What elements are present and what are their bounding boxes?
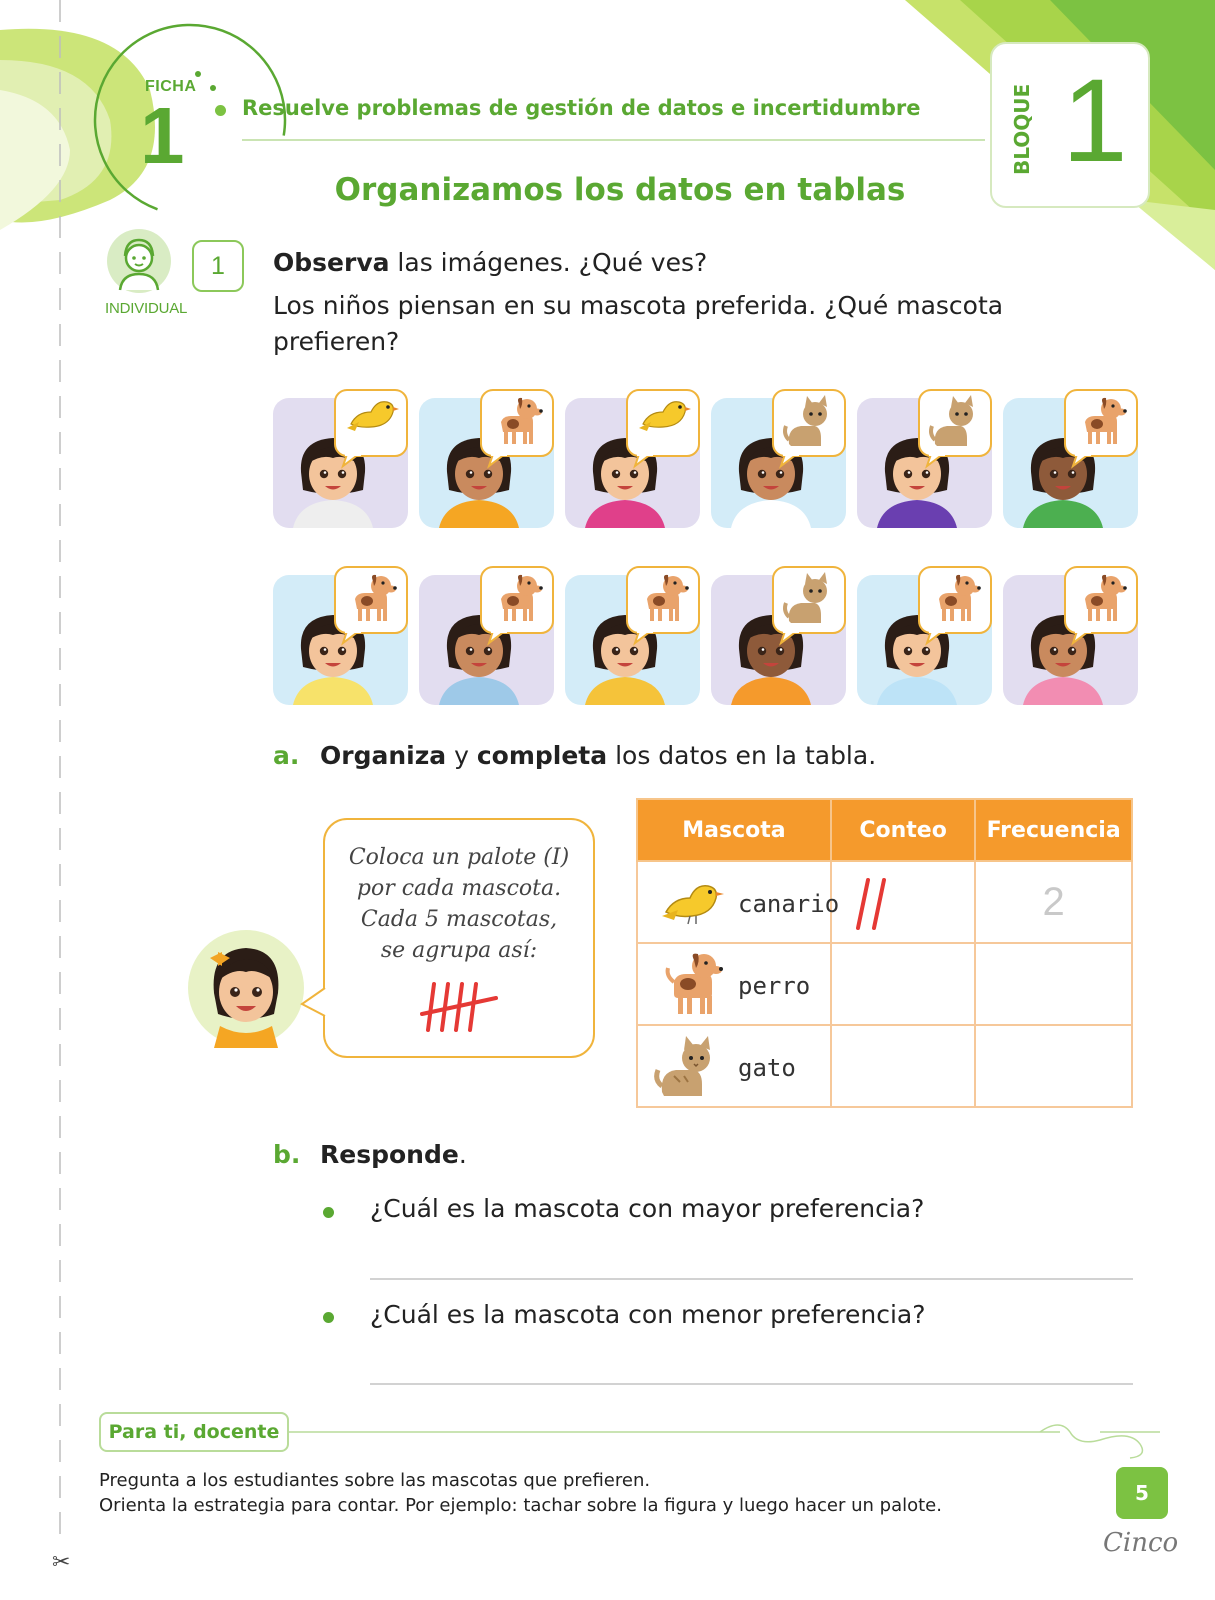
tip-text — [330, 842, 588, 966]
dog-icon — [1073, 394, 1129, 450]
tip-line-2: por cada mascota. — [356, 876, 562, 901]
part-b-bold: Responde — [320, 1140, 459, 1169]
conteo-cell[interactable] — [831, 861, 975, 943]
child-card — [565, 398, 700, 528]
observe-bold: Observa — [273, 248, 390, 277]
speech-tail — [300, 986, 326, 1018]
dog-icon — [1073, 571, 1129, 627]
header-frecuencia: Frecuencia — [975, 799, 1132, 861]
child-card — [711, 398, 846, 528]
girl-helper-avatar — [186, 928, 306, 1048]
dog-icon — [489, 571, 545, 627]
part-a-bold-completa: completa — [476, 741, 608, 770]
bloque-number: 1 — [1062, 55, 1128, 187]
part-b-instruction — [320, 1140, 467, 1169]
part-b-rest: . — [458, 1140, 467, 1169]
child-card — [857, 575, 992, 705]
tip-line-3: Cada 5 mascotas, — [360, 907, 558, 932]
canary-icon — [635, 394, 691, 450]
part-a-bold-organiza: Organiza — [320, 741, 447, 770]
tip-line-4: se agrupa así: — [380, 938, 538, 963]
ficha-label: FICHA — [145, 78, 197, 95]
tip-line-1: Coloca un palote (I) — [348, 845, 570, 870]
part-a-instruction — [320, 741, 876, 770]
frecuencia-cell[interactable] — [975, 943, 1132, 1025]
bloque-label: BLOQUE — [1010, 83, 1034, 175]
frequency-value: 2 — [1042, 879, 1065, 924]
child-card — [273, 575, 408, 705]
page-title: Organizamos los datos en tablas — [334, 172, 906, 208]
frecuencia-cell[interactable] — [975, 861, 1132, 943]
header-topic: Resuelve problemas de gestión de datos e incertidumbre — [242, 96, 921, 120]
child-card — [419, 398, 554, 528]
observe-rest: las imágenes. ¿Qué ves? — [389, 248, 708, 277]
table-row — [637, 943, 1132, 1025]
cat-icon — [781, 394, 837, 450]
child-card — [711, 575, 846, 705]
header-conteo: Conteo — [831, 799, 975, 861]
canary-icon — [343, 394, 399, 450]
part-a-rest: los datos en la tabla. — [607, 741, 877, 770]
conteo-cell[interactable] — [831, 1025, 975, 1107]
cat-icon — [927, 394, 983, 450]
dog-icon — [343, 571, 399, 627]
part-a-mid: y — [446, 741, 477, 770]
tally-two-marks — [850, 876, 894, 932]
scissors-icon: ✂ — [52, 1550, 71, 1575]
frecuencia-cell[interactable] — [975, 1025, 1132, 1107]
answer-2-line[interactable] — [370, 1383, 1133, 1385]
pet-name: perro — [738, 972, 811, 1000]
pet-cell — [637, 861, 840, 943]
conteo-cell[interactable] — [831, 943, 975, 1025]
child-card — [1003, 575, 1138, 705]
answer-1-line[interactable] — [370, 1278, 1133, 1280]
ficha-number: 1 — [140, 91, 185, 180]
question-1: ¿Cuál es la mascota con mayor preferencia? — [370, 1194, 925, 1223]
part-a-letter: a. — [273, 741, 300, 770]
part-b-letter: b. — [273, 1140, 301, 1169]
child-card — [565, 575, 700, 705]
table-row — [637, 1025, 1132, 1107]
pet-name: gato — [738, 1054, 796, 1082]
activity-number: 1 — [192, 240, 244, 292]
question-2: ¿Cuál es la mascota con menor preferencia? — [370, 1300, 926, 1329]
dog-icon — [635, 571, 691, 627]
child-card — [273, 398, 408, 528]
header-mascota: Mascota — [637, 799, 831, 861]
docente-line-1: Pregunta a los estudiantes sobre las mascotas que prefieren. — [99, 1470, 651, 1491]
canary-icon — [660, 878, 724, 926]
dog-icon — [927, 571, 983, 627]
tally-five-example — [418, 978, 504, 1038]
question-bullet — [323, 1207, 334, 1218]
intro-question: Los niños piensan en su mascota preferida. ¿Qué mascota prefieren? — [273, 291, 1004, 356]
pets-table — [636, 798, 1133, 1108]
table-row — [637, 861, 1132, 943]
pet-cell — [637, 1025, 831, 1107]
page-number: 5 — [1116, 1467, 1168, 1519]
docente-line-2: Orienta la estrategia para contar. Por ejemplo: tachar sobre la figura y luego hacer un palote. — [99, 1495, 942, 1516]
pet-cell — [637, 943, 831, 1025]
child-card — [1003, 398, 1138, 528]
individual-student-icon — [106, 228, 172, 294]
child-card — [419, 575, 554, 705]
mode-label: INDIVIDUAL — [105, 300, 188, 317]
docente-tag: Para ti, docente — [99, 1412, 289, 1452]
dog-icon — [660, 952, 724, 1018]
observe-instruction — [273, 248, 707, 277]
cat-icon — [781, 571, 837, 627]
child-card — [857, 398, 992, 528]
page-number-word: Cinco — [1103, 1528, 1179, 1558]
header-bullet — [215, 105, 226, 116]
cat-icon — [654, 1036, 718, 1100]
question-bullet — [323, 1312, 334, 1323]
pet-name: canario — [738, 890, 840, 918]
dog-icon — [489, 394, 545, 450]
